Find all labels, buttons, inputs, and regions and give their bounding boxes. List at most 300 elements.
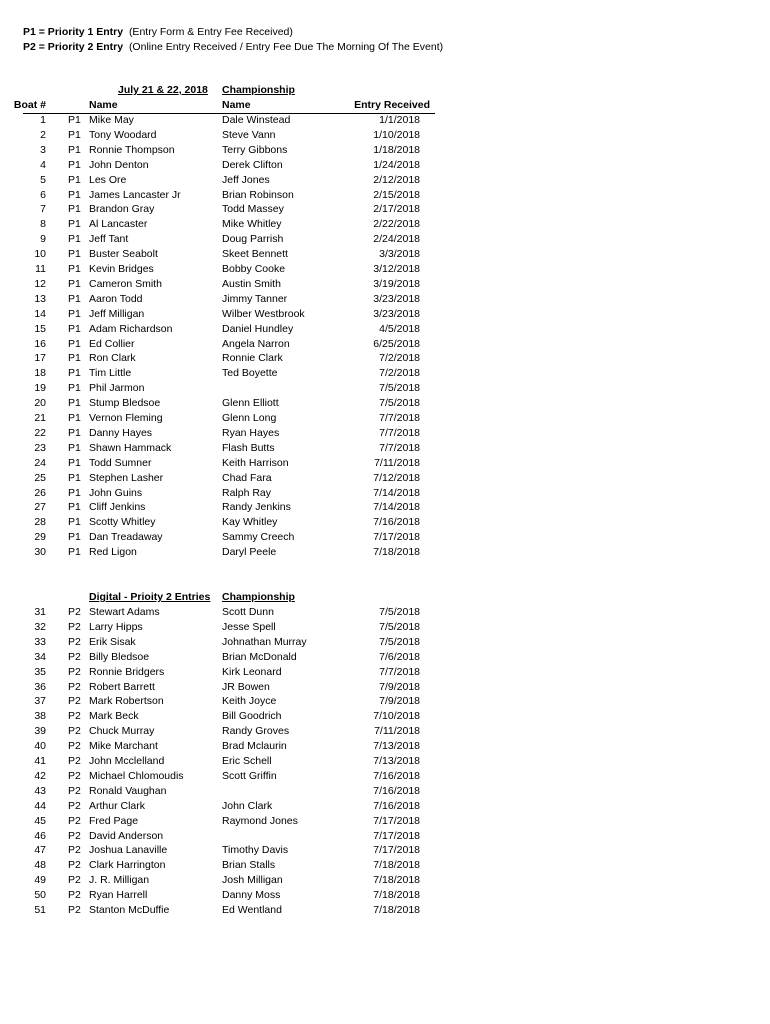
- entry-received: 7/10/2018: [373, 710, 420, 723]
- priority: P1: [68, 337, 81, 350]
- column-entry-received: Entry Received: [354, 99, 430, 111]
- championship-name: Mike Whitley: [222, 218, 282, 231]
- priority: P1: [68, 412, 81, 424]
- boat-number: 7: [40, 203, 46, 216]
- name: Ed Collier: [89, 337, 135, 350]
- priority: P1: [68, 128, 81, 141]
- entry-received: 1/18/2018: [373, 143, 420, 156]
- entry-received: 7/13/2018: [373, 755, 420, 767]
- boat-number: 46: [34, 829, 46, 842]
- priority: P2: [68, 635, 81, 648]
- boat-number: 36: [34, 680, 46, 693]
- boat-number: 34: [34, 650, 46, 663]
- championship-name: Scott Dunn: [222, 606, 274, 618]
- name: Scotty Whitley: [89, 516, 156, 529]
- key-p2-description: (Online Entry Received / Entry Fee Due The Morning Of The Event): [128, 41, 444, 53]
- name: Chuck Murray: [89, 725, 155, 738]
- key-line-p1: [23, 26, 293, 38]
- table-row: [0, 515, 770, 530]
- priority: P1: [68, 277, 81, 290]
- table-row: [0, 188, 770, 203]
- name: David Anderson: [89, 829, 164, 842]
- table-row: [0, 441, 770, 456]
- boat-number: 1: [40, 114, 46, 126]
- championship-name: Glenn Elliott: [222, 397, 279, 410]
- championship-name: Chad Fara: [222, 471, 272, 484]
- table-row: [0, 202, 770, 217]
- championship-name: Dale Winstead: [222, 114, 291, 126]
- boat-number: 3: [40, 143, 46, 156]
- championship-name: Skeet Bennett: [222, 248, 288, 261]
- boat-number: 20: [34, 397, 46, 410]
- boat-number: 26: [34, 486, 46, 499]
- name: Tony Woodard: [89, 128, 157, 141]
- table-row: [0, 143, 770, 158]
- priority: P2: [68, 650, 81, 663]
- table-row: [0, 486, 770, 501]
- entry-received: 7/18/2018: [373, 546, 420, 559]
- boat-number: 35: [34, 665, 46, 678]
- priority: P2: [68, 814, 81, 827]
- entry-received: 7/11/2018: [374, 456, 420, 469]
- priority: P1: [68, 456, 81, 469]
- priority: P1: [68, 546, 81, 559]
- name: Kevin Bridges: [89, 263, 154, 275]
- priority: P1: [68, 367, 81, 380]
- key-p2-label: P2 = Priority 2 Entry: [23, 41, 124, 53]
- table-row: [0, 769, 770, 784]
- entry-received: 7/16/2018: [373, 799, 420, 812]
- priority: P1: [68, 203, 81, 216]
- column-boat: Boat #: [13, 99, 46, 111]
- boat-number: 25: [34, 471, 46, 484]
- championship-name: Brian Stalls: [222, 859, 276, 872]
- entry-received: 7/6/2018: [379, 650, 420, 663]
- name: Erik Sisak: [89, 635, 136, 648]
- championship-name: Daniel Hundley: [222, 322, 294, 335]
- priority: P1: [68, 114, 81, 126]
- championship-name: Bobby Cooke: [222, 263, 286, 275]
- championship-name: Sammy Creech: [222, 531, 295, 544]
- entry-received: 2/24/2018: [373, 233, 420, 246]
- boat-number: 28: [34, 516, 46, 529]
- entry-received: 3/3/2018: [379, 248, 420, 261]
- boat-number: 42: [34, 769, 46, 782]
- name: James Lancaster Jr: [89, 188, 181, 201]
- table-row: [0, 307, 770, 322]
- championship-name: JR Bowen: [222, 680, 270, 693]
- boat-number: 24: [34, 456, 46, 469]
- priority: P2: [68, 769, 81, 782]
- priority: P1: [68, 233, 81, 246]
- priority: P2: [68, 784, 81, 797]
- priority: P1: [68, 248, 81, 261]
- boat-number: 38: [34, 710, 46, 723]
- table-row: [0, 158, 770, 173]
- table-row: [0, 605, 770, 620]
- entry-received: 7/17/2018: [373, 814, 420, 827]
- championship-name: Ronnie Clark: [222, 352, 283, 365]
- name: Mark Robertson: [89, 695, 164, 708]
- table-row: [0, 128, 770, 143]
- name: Todd Sumner: [89, 456, 152, 469]
- table-row: [0, 351, 770, 366]
- priority: P2: [68, 829, 81, 842]
- priority: P2: [68, 680, 81, 693]
- boat-number: 8: [40, 218, 46, 231]
- name: Cameron Smith: [89, 277, 162, 290]
- boat-number: 10: [34, 248, 46, 261]
- name: Dan Treadaway: [89, 531, 163, 544]
- table-row: [0, 277, 770, 292]
- priority: P2: [68, 740, 81, 753]
- priority: P1: [68, 501, 81, 514]
- name: Adam Richardson: [89, 322, 173, 335]
- table-row: [0, 754, 770, 769]
- championship-name: Doug Parrish: [222, 233, 284, 246]
- name: Les Ore: [89, 173, 127, 186]
- table-row: [0, 471, 770, 486]
- name: Shawn Hammack: [89, 441, 172, 454]
- table-row: [0, 247, 770, 262]
- table-row: [0, 337, 770, 352]
- boat-number: 15: [34, 322, 46, 335]
- championship-heading: Championship: [222, 84, 295, 96]
- championship-name: Steve Vann: [222, 128, 276, 141]
- entry-received: 2/22/2018: [373, 218, 420, 231]
- championship-name: Brad Mclaurin: [222, 740, 287, 753]
- table-row: [0, 381, 770, 396]
- entry-received: 6/25/2018: [373, 337, 420, 350]
- championship-name: John Clark: [222, 799, 273, 812]
- table-row: [0, 843, 770, 858]
- digital-priority2-heading: Digital - Prioity 2 Entries: [89, 591, 211, 603]
- name: Stump Bledsoe: [89, 397, 161, 410]
- name: Jeff Tant: [89, 233, 129, 246]
- priority: P1: [68, 218, 81, 231]
- table-row: [0, 217, 770, 232]
- name: Arthur Clark: [89, 799, 146, 812]
- boat-number: 48: [34, 859, 46, 872]
- championship-name: Kirk Leonard: [222, 665, 282, 678]
- key-p1-description: (Entry Form & Entry Fee Received): [128, 26, 293, 38]
- entry-received: 1/10/2018: [373, 128, 420, 141]
- championship-name: Bill Goodrich: [222, 710, 282, 723]
- championship-name: Randy Jenkins: [222, 501, 291, 514]
- boat-number: 30: [34, 546, 46, 559]
- name: Vernon Fleming: [89, 412, 163, 424]
- boat-number: 51: [34, 904, 46, 916]
- boat-number: 12: [34, 277, 46, 290]
- boat-number: 44: [34, 799, 46, 812]
- boat-number: 27: [34, 501, 46, 514]
- priority: P1: [68, 516, 81, 529]
- name: Larry Hipps: [89, 620, 143, 633]
- boat-number: 14: [34, 307, 46, 320]
- priority: P2: [68, 606, 81, 618]
- boat-number: 33: [34, 635, 46, 648]
- entry-received: 7/14/2018: [373, 501, 420, 514]
- priority: P1: [68, 382, 81, 395]
- entry-received: 7/5/2018: [379, 382, 420, 395]
- entry-received: 7/5/2018: [379, 620, 420, 633]
- priority: P1: [68, 441, 81, 454]
- priority: P2: [68, 904, 81, 916]
- table-row: [0, 262, 770, 277]
- championship-name: Scott Griffin: [222, 769, 277, 782]
- entry-received: 7/18/2018: [373, 874, 420, 887]
- priority: P1: [68, 307, 81, 320]
- entry-received: 4/5/2018: [379, 322, 420, 335]
- championship-name: Todd Massey: [222, 203, 284, 216]
- entry-received: 7/13/2018: [373, 740, 420, 753]
- name: Mike May: [89, 114, 134, 126]
- section2-heading: [0, 590, 770, 605]
- boat-number: 31: [34, 606, 46, 618]
- entry-received: 7/7/2018: [379, 412, 420, 424]
- championship-name: Johnathan Murray: [222, 635, 307, 648]
- priority: P1: [68, 173, 81, 186]
- entry-received: 7/9/2018: [379, 680, 420, 693]
- championship-name: Ted Boyette: [222, 367, 278, 380]
- table-row: [0, 784, 770, 799]
- table-row: [0, 232, 770, 247]
- priority: P1: [68, 263, 81, 275]
- championship-name: Terry Gibbons: [222, 143, 288, 156]
- priority: P2: [68, 874, 81, 887]
- name: Robert Barrett: [89, 680, 155, 693]
- entry-received: 2/15/2018: [373, 188, 420, 201]
- boat-number: 17: [34, 352, 46, 365]
- entry-received: 7/2/2018: [379, 352, 420, 365]
- table-row: [0, 530, 770, 545]
- championship-name: Raymond Jones: [222, 814, 298, 827]
- table-row: [0, 635, 770, 650]
- table-row: [0, 456, 770, 471]
- name: J. R. Milligan: [89, 874, 150, 887]
- boat-number: 41: [34, 755, 46, 767]
- name: Clark Harrington: [89, 859, 166, 872]
- entry-received: 7/5/2018: [379, 606, 420, 618]
- entry-received: 7/5/2018: [379, 397, 420, 410]
- boat-number: 6: [40, 188, 46, 201]
- championship-name: Jeff Jones: [222, 173, 270, 186]
- name: John Guins: [89, 486, 143, 499]
- championship-name: Ed Wentland: [222, 904, 282, 916]
- boat-number: 47: [34, 844, 46, 857]
- entry-received: 7/16/2018: [373, 769, 420, 782]
- priority: P1: [68, 471, 81, 484]
- name: Jeff Milligan: [89, 307, 145, 320]
- name: John Mcclelland: [89, 755, 165, 767]
- priority: P1: [68, 397, 81, 410]
- championship-name: Daryl Peele: [222, 546, 277, 559]
- name: Stewart Adams: [89, 606, 160, 618]
- name: Tim Little: [89, 367, 132, 380]
- championship-name: Wilber Westbrook: [222, 307, 305, 320]
- name: Ronnie Thompson: [89, 143, 175, 156]
- championship-name: Kay Whitley: [222, 516, 278, 529]
- table-row: [0, 665, 770, 680]
- name: Phil Jarmon: [89, 382, 145, 395]
- boat-number: 4: [40, 158, 46, 171]
- name: Cliff Jenkins: [89, 501, 146, 514]
- priority: P1: [68, 143, 81, 156]
- championship-name: Eric Schell: [222, 755, 272, 767]
- priority: P2: [68, 710, 81, 723]
- boat-number: 18: [34, 367, 46, 380]
- boat-number: 50: [34, 889, 46, 902]
- entry-received: 7/9/2018: [379, 695, 420, 708]
- championship-name: Ryan Hayes: [222, 426, 280, 439]
- name: Danny Hayes: [89, 426, 153, 439]
- table-row: [0, 322, 770, 337]
- priority: P2: [68, 859, 81, 872]
- name: Red Ligon: [89, 546, 137, 559]
- name: John Denton: [89, 158, 149, 171]
- table-row: [0, 694, 770, 709]
- entry-received: 7/7/2018: [379, 665, 420, 678]
- championship-name: Jimmy Tanner: [222, 292, 288, 305]
- priority: P2: [68, 755, 81, 767]
- name: Ronnie Bridgers: [89, 665, 165, 678]
- entry-received: 7/17/2018: [373, 844, 420, 857]
- entry-received: 7/16/2018: [373, 784, 420, 797]
- table-row: [0, 173, 770, 188]
- priority: P1: [68, 322, 81, 335]
- entry-received: 1/1/2018: [379, 114, 420, 126]
- boat-number: 2: [40, 128, 46, 141]
- boat-number: 16: [34, 337, 46, 350]
- table-row: [0, 829, 770, 844]
- boat-number: 29: [34, 531, 46, 544]
- name: Ron Clark: [89, 352, 136, 365]
- priority: P2: [68, 665, 81, 678]
- boat-number: 40: [34, 740, 46, 753]
- table-row: [0, 396, 770, 411]
- priority: P2: [68, 695, 81, 708]
- table-row: [0, 500, 770, 515]
- entry-received: 7/18/2018: [373, 889, 420, 902]
- boat-number: 43: [34, 784, 46, 797]
- boat-number: 32: [34, 620, 46, 633]
- boat-number: 21: [34, 412, 46, 424]
- name: Buster Seabolt: [89, 248, 158, 261]
- entry-received: 7/5/2018: [379, 635, 420, 648]
- boat-number: 37: [34, 695, 46, 708]
- table-row: [0, 366, 770, 381]
- championship-name: Timothy Davis: [222, 844, 289, 857]
- priority: P2: [68, 725, 81, 738]
- entry-received: 7/11/2018: [374, 725, 420, 738]
- section1-heading: [0, 83, 770, 98]
- name: Ryan Harrell: [89, 889, 148, 902]
- priority: P2: [68, 620, 81, 633]
- name: Fred Page: [89, 814, 139, 827]
- boat-number: 5: [40, 173, 46, 186]
- championship-name: Brian McDonald: [222, 650, 297, 663]
- entry-received: 7/17/2018: [373, 531, 420, 544]
- name: Mike Marchant: [89, 740, 158, 753]
- table-row: [0, 873, 770, 888]
- boat-number: 11: [35, 263, 46, 275]
- table-row: [0, 724, 770, 739]
- table-row: [0, 650, 770, 665]
- table-row: [0, 545, 770, 560]
- table-row: [0, 709, 770, 724]
- table-row: [0, 292, 770, 307]
- entry-received: 3/23/2018: [373, 292, 420, 305]
- name: Stephen Lasher: [89, 471, 164, 484]
- entry-received: 7/18/2018: [373, 859, 420, 872]
- name: Michael Chlomoudis: [89, 769, 184, 782]
- column-champ-name: Name: [222, 99, 251, 111]
- entry-received: 7/7/2018: [379, 441, 420, 454]
- championship-name: Josh Milligan: [222, 874, 283, 887]
- column-header-row: [0, 98, 770, 113]
- table-row: [0, 814, 770, 829]
- boat-number: 45: [34, 814, 46, 827]
- name: Brandon Gray: [89, 203, 155, 216]
- priority: P1: [68, 352, 81, 365]
- name: Stanton McDuffie: [89, 904, 170, 916]
- priority: P1: [68, 486, 81, 499]
- entry-received: 7/17/2018: [373, 829, 420, 842]
- championship-name: Randy Groves: [222, 725, 290, 738]
- boat-number: 9: [40, 233, 46, 246]
- table-row: [0, 858, 770, 873]
- entry-received: 7/14/2018: [373, 486, 420, 499]
- championship-name: Keith Joyce: [222, 695, 277, 708]
- entry-received: 1/24/2018: [373, 158, 420, 171]
- table-row: [0, 113, 770, 128]
- priority: P1: [68, 188, 81, 201]
- boat-number: 23: [34, 441, 46, 454]
- priority: P1: [68, 158, 81, 171]
- table-row: [0, 426, 770, 441]
- entry-received: 7/2/2018: [379, 367, 420, 380]
- entry-received: 2/17/2018: [373, 203, 420, 216]
- priority: P2: [68, 844, 81, 857]
- priority: P2: [68, 799, 81, 812]
- name: Billy Bledsoe: [89, 650, 150, 663]
- priority: P2: [68, 889, 81, 902]
- entry-received: 7/7/2018: [379, 426, 420, 439]
- entry-received: 3/12/2018: [373, 263, 420, 275]
- key-p1-label: P1 = Priority 1 Entry: [23, 26, 124, 38]
- championship-name: Glenn Long: [222, 412, 277, 424]
- boat-number: 19: [34, 382, 46, 395]
- name: Al Lancaster: [89, 218, 148, 231]
- priority: P1: [68, 531, 81, 544]
- championship-name: Danny Moss: [222, 889, 281, 902]
- column-name: Name: [89, 99, 118, 111]
- championship-name: Angela Narron: [222, 337, 290, 350]
- entry-received: 2/12/2018: [373, 173, 420, 186]
- championship-name: Flash Butts: [222, 441, 275, 454]
- championship-name: Austin Smith: [222, 277, 281, 290]
- championship-name: Brian Robinson: [222, 188, 294, 201]
- table-row: [0, 888, 770, 903]
- championship-name: Ralph Ray: [222, 486, 272, 499]
- name: Mark Beck: [89, 710, 139, 723]
- table-row: [0, 903, 770, 918]
- entry-received: 3/19/2018: [373, 277, 420, 290]
- championship-heading-2: Championship: [222, 591, 295, 603]
- entry-received: 3/23/2018: [373, 307, 420, 320]
- boat-number: 13: [34, 292, 46, 305]
- table-row: [0, 411, 770, 426]
